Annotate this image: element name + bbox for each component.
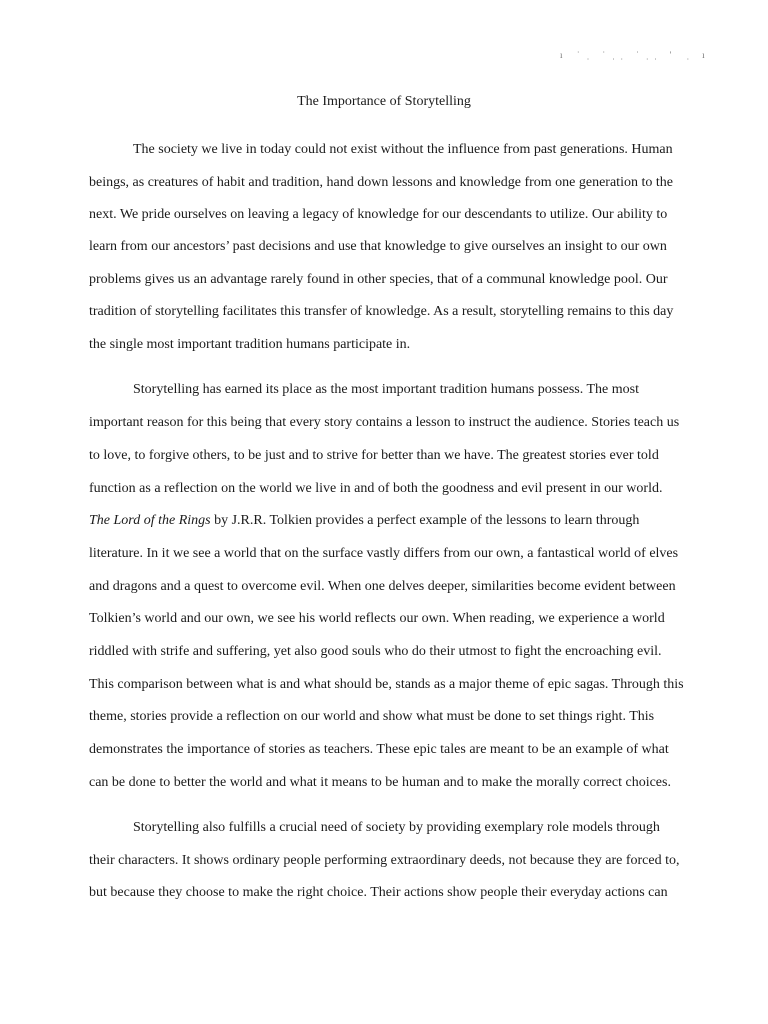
paragraph-line: The society we live in today could not exist without the influence from past generations. Human xyxy=(133,142,673,157)
paragraph-line: demonstrates the importance of stories as teachers. These epic tales are meant to be an example of what xyxy=(89,742,669,757)
paragraph-line: their characters. It shows ordinary people performing extraordinary deeds, not because they are forced to, xyxy=(89,853,680,868)
paragraph-line: theme, stories provide a reflection on our world and show what must be done to set things right. This xyxy=(89,709,655,724)
paragraph-line: to love, to forgive others, to be just and to strive for better than we have. The greatest stories ever told xyxy=(89,448,659,463)
paragraph-line: problems gives us an advantage rarely found in other species, that of a communal knowledge pool. Our xyxy=(89,272,668,287)
paragraph-line: learn from our ancestors’ past decisions and use that knowledge to give ourselves an insight to our own xyxy=(89,239,667,254)
paragraph-line-rest: by J.R.R. Tolkien provides a perfect example of the lessons to learn through xyxy=(210,513,640,528)
paragraph-line: and dragons and a quest to overcome evil. When one delves deeper, similarities become evident between xyxy=(89,579,676,594)
paragraph-line: can be done to better the world and what it means to be human and to make the morally correct choices. xyxy=(89,775,671,790)
paragraph-line: riddled with strife and suffering, yet also good souls who do their utmost to fight the encroaching evil. xyxy=(89,644,662,659)
paragraph-line: the single most important tradition humans participate in. xyxy=(89,337,411,352)
paragraph-line: literature. In it we see a world that on the surface vastly differs from our own, a fantastical world of elves xyxy=(89,546,679,561)
document-title: The Importance of Storytelling xyxy=(297,94,471,109)
page-mark: ı ˙ ̣ ˙ ̣ ̣ ˙ ̣ ̣ ' ̣ ı xyxy=(560,50,711,60)
paragraph-line: but because they choose to make the right choice. Their actions show people their everyday actions can xyxy=(89,885,668,900)
paragraph-line: next. We pride ourselves on leaving a legacy of knowledge for our descendants to utilize. Our ability to xyxy=(89,207,668,222)
paragraph-line: Storytelling also fulfills a crucial need of society by providing exemplary role models through xyxy=(133,820,660,835)
paragraph-line: Tolkien’s world and our own, we see his world reflects our own. When reading, we experience a world xyxy=(89,611,665,626)
paragraph-line-with-title xyxy=(89,512,639,530)
paragraph-line: This comparison between what is and what should be, stands as a major theme of epic sagas. Through this xyxy=(89,677,684,692)
book-title: The Lord of the Rings xyxy=(89,513,211,528)
paragraph-line: function as a reflection on the world we live in and of both the goodness and evil present in our world. xyxy=(89,481,663,496)
paragraph-line: Storytelling has earned its place as the most important tradition humans possess. The most xyxy=(133,382,639,397)
paragraph-line: tradition of storytelling facilitates this transfer of knowledge. As a result, storytelling remains to this day xyxy=(89,304,674,319)
paragraph-line: important reason for this being that every story contains a lesson to instruct the audience. Stories teach us xyxy=(89,415,680,430)
paragraph-line: beings, as creatures of habit and tradition, hand down lessons and knowledge from one generation to the xyxy=(89,175,673,190)
